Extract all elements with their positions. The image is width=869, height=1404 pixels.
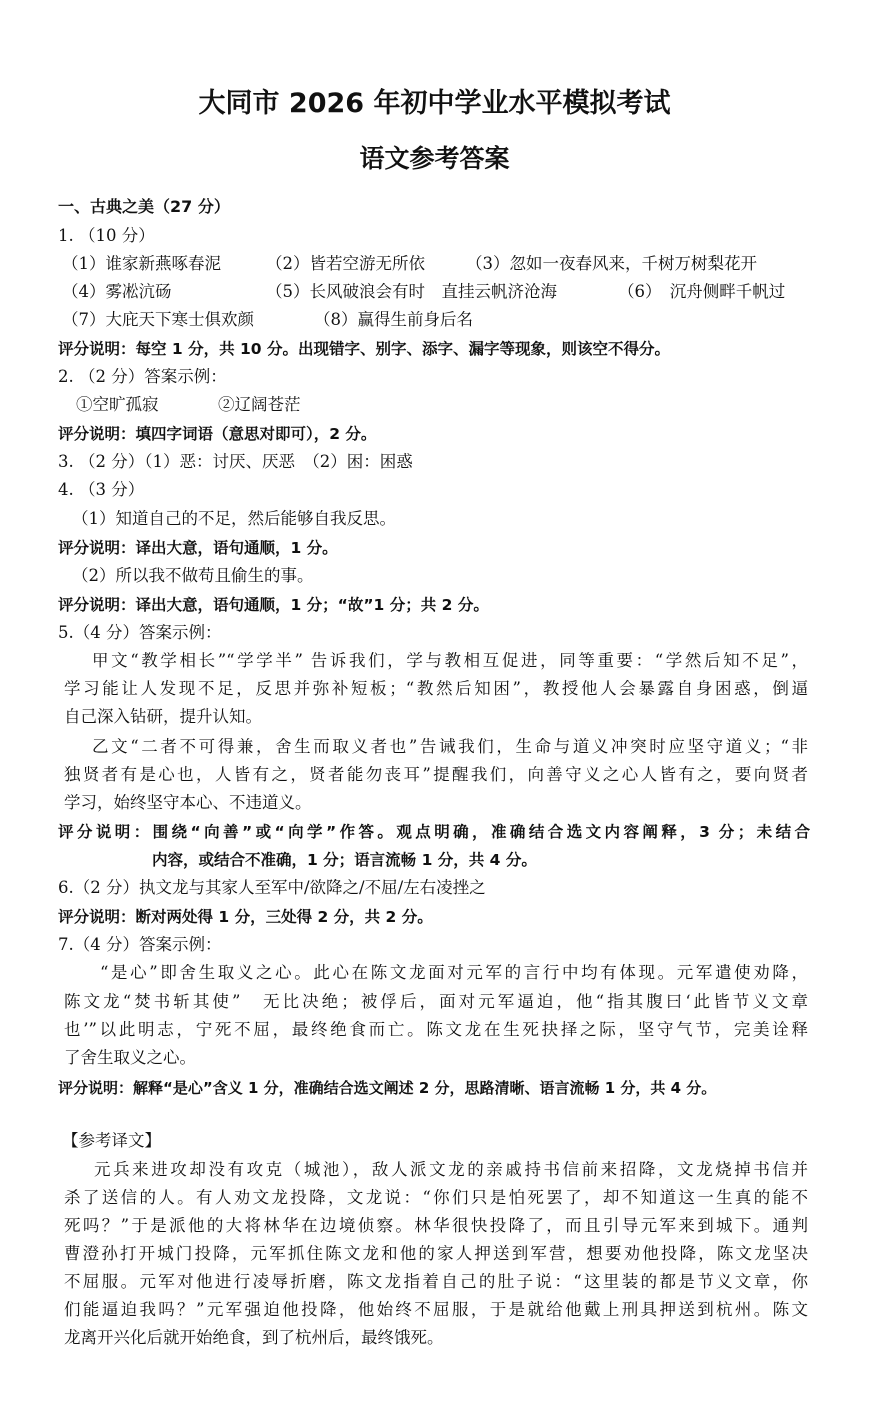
question-6: 6.（2 分）执文龙与其家人至军中/欲降之/不屈/左右凌挫之 — [58, 878, 486, 897]
q4-answer-1: （1）知道自己的不足，然后能够自我反思。 — [72, 509, 396, 528]
q6-scoring-note: 评分说明：断对两处得 1 分，三处得 2 分，共 2 分。 — [58, 908, 433, 926]
q1-answer-8: （8）赢得生前身后名 — [314, 310, 473, 329]
question-2-label: 2. （2 分）答案示例： — [58, 367, 227, 386]
q5-scoring-note: 评分说明：围绕“向善”或“向学”作答。观点明确，准确结合选文内容阐释，3 分；未结合 — [58, 823, 810, 841]
q5-paragraph-2-line: 独贤者有是心也，人皆有之，贤者能勿丧耳”提醒我们，向善守义之心人皆有之，要向贤者 — [64, 765, 808, 784]
question-4-label: 4. （3 分） — [58, 480, 145, 499]
q5-paragraph-1-line: 学习能让人发现不足，反思并弥补短板；“教然后知困”，教授他人会暴露自身困惑，倒逼 — [64, 679, 808, 698]
q1-answer-4: （4）雾凇沆砀 — [62, 282, 172, 301]
translation-line: 不屈服。元军对他进行凌辱折磨，陈文龙指着自己的肚子说：“这里装的都是节义文章，你 — [64, 1272, 808, 1291]
exam-title: 大同市 2026 年初中学业水平模拟考试 — [198, 88, 671, 119]
translation-line: 曹澄孙打开城门投降，元军抓住陈文龙和他的家人押送到军营，想要劝他投降，陈文龙坚决 — [64, 1244, 808, 1263]
question-7-label: 7.（4 分）答案示例： — [58, 935, 222, 954]
q7-answer-line: 了舍生取义之心。 — [64, 1048, 196, 1067]
translation-line: 元兵来进攻却没有攻克（城池），敌人派文龙的亲戚持书信前来招降，文龙烧掉书信并 — [94, 1160, 808, 1179]
q1-answer-5: （5）长风破浪会有时 直挂云帆济沧海 — [266, 282, 557, 301]
question-1-label: 1. （10 分） — [58, 226, 155, 245]
q7-answer-line: 陈文龙“焚书斩其使” 无比决绝；被俘后，面对元军逼迫，他“指其腹曰‘此皆节义文章 — [64, 992, 808, 1011]
q7-scoring-note: 评分说明：解释“是心”含义 1 分，准确结合选文阐述 2 分，思路清晰、语言流畅 1 分，共 4 分。 — [58, 1079, 717, 1097]
translation-line: 们能逼迫我吗？”元军强迫他投降，他始终不屈服，于是就给他戴上刑具押送到杭州。陈文 — [64, 1300, 808, 1319]
translation-heading: 【参考译文】 — [62, 1131, 161, 1150]
q5-paragraph-2-line: 乙文“二者不可得兼，舍生而取义者也”告诫我们，生命与道义冲突时应坚守道义；“非 — [92, 737, 808, 756]
q1-answer-6: （6） 沉舟侧畔千帆过 — [618, 282, 786, 301]
document-subtitle: 语文参考答案 — [359, 144, 510, 173]
q7-answer-line: 也’”以此明志，宁死不屈，最终绝食而亡。陈文龙在生死抉择之际，坚守气节，完美诠释 — [64, 1020, 808, 1039]
q1-answer-3: （3）忽如一夜春风来，千树万树梨花开 — [466, 254, 757, 273]
q5-paragraph-1-line: 甲文“教学相长”“学学半” 告诉我们，学与教相互促进，同等重要：“学然后知不足”， — [92, 651, 808, 670]
q7-answer-line: “是心”即舍生取义之心。此心在陈文龙面对元军的言行中均有体现。元军遣使劝降， — [100, 963, 808, 982]
q4-scoring-note-1: 评分说明：译出大意，语句通顺，1 分。 — [58, 539, 338, 557]
q1-scoring-note: 评分说明：每空 1 分，共 10 分。出现错字、别字、添字、漏字等现象，则该空不得分。 — [58, 340, 670, 358]
q2-scoring-note: 评分说明：填四字词语（意思对即可），2 分。 — [58, 425, 377, 443]
q5-scoring-note-cont: 内容，或结合不准确，1 分；语言流畅 1 分，共 4 分。 — [152, 851, 537, 869]
translation-line: 杀了送信的人。有人劝文龙投降，文龙说：“你们只是怕死罢了，却不知道这一生真的能不 — [64, 1188, 808, 1207]
q2-answer-2: ②辽阔苍茫 — [218, 395, 301, 414]
q2-answer-1: ①空旷孤寂 — [76, 395, 159, 414]
q1-answer-1: （1）谁家新燕啄春泥 — [62, 254, 221, 273]
q5-paragraph-1-line: 自己深入钻研，提升认知。 — [64, 707, 262, 726]
q5-paragraph-2-line: 学习，始终坚守本心、不违道义。 — [64, 793, 312, 812]
section-heading: 一、古典之美（27 分） — [58, 197, 230, 216]
translation-line: 死吗？”于是派他的大将林华在边境侦察。林华很快投降了，而且引导元军来到城下。通判 — [64, 1216, 808, 1235]
q4-answer-2: （2）所以我不做苟且偷生的事。 — [72, 566, 314, 585]
question-3: 3. （2 分）（1）恶：讨厌、厌恶 （2）困：困惑 — [58, 452, 413, 471]
translation-line: 龙离开兴化后就开始绝食，到了杭州后，最终饿死。 — [64, 1328, 444, 1347]
question-5-label: 5.（4 分）答案示例： — [58, 623, 222, 642]
q4-scoring-note-2: 评分说明：译出大意，语句通顺，1 分；“故”1 分；共 2 分。 — [58, 596, 489, 614]
q1-answer-2: （2）皆若空游无所依 — [266, 254, 425, 273]
q1-answer-7: （7）大庇天下寒士俱欢颜 — [62, 310, 254, 329]
